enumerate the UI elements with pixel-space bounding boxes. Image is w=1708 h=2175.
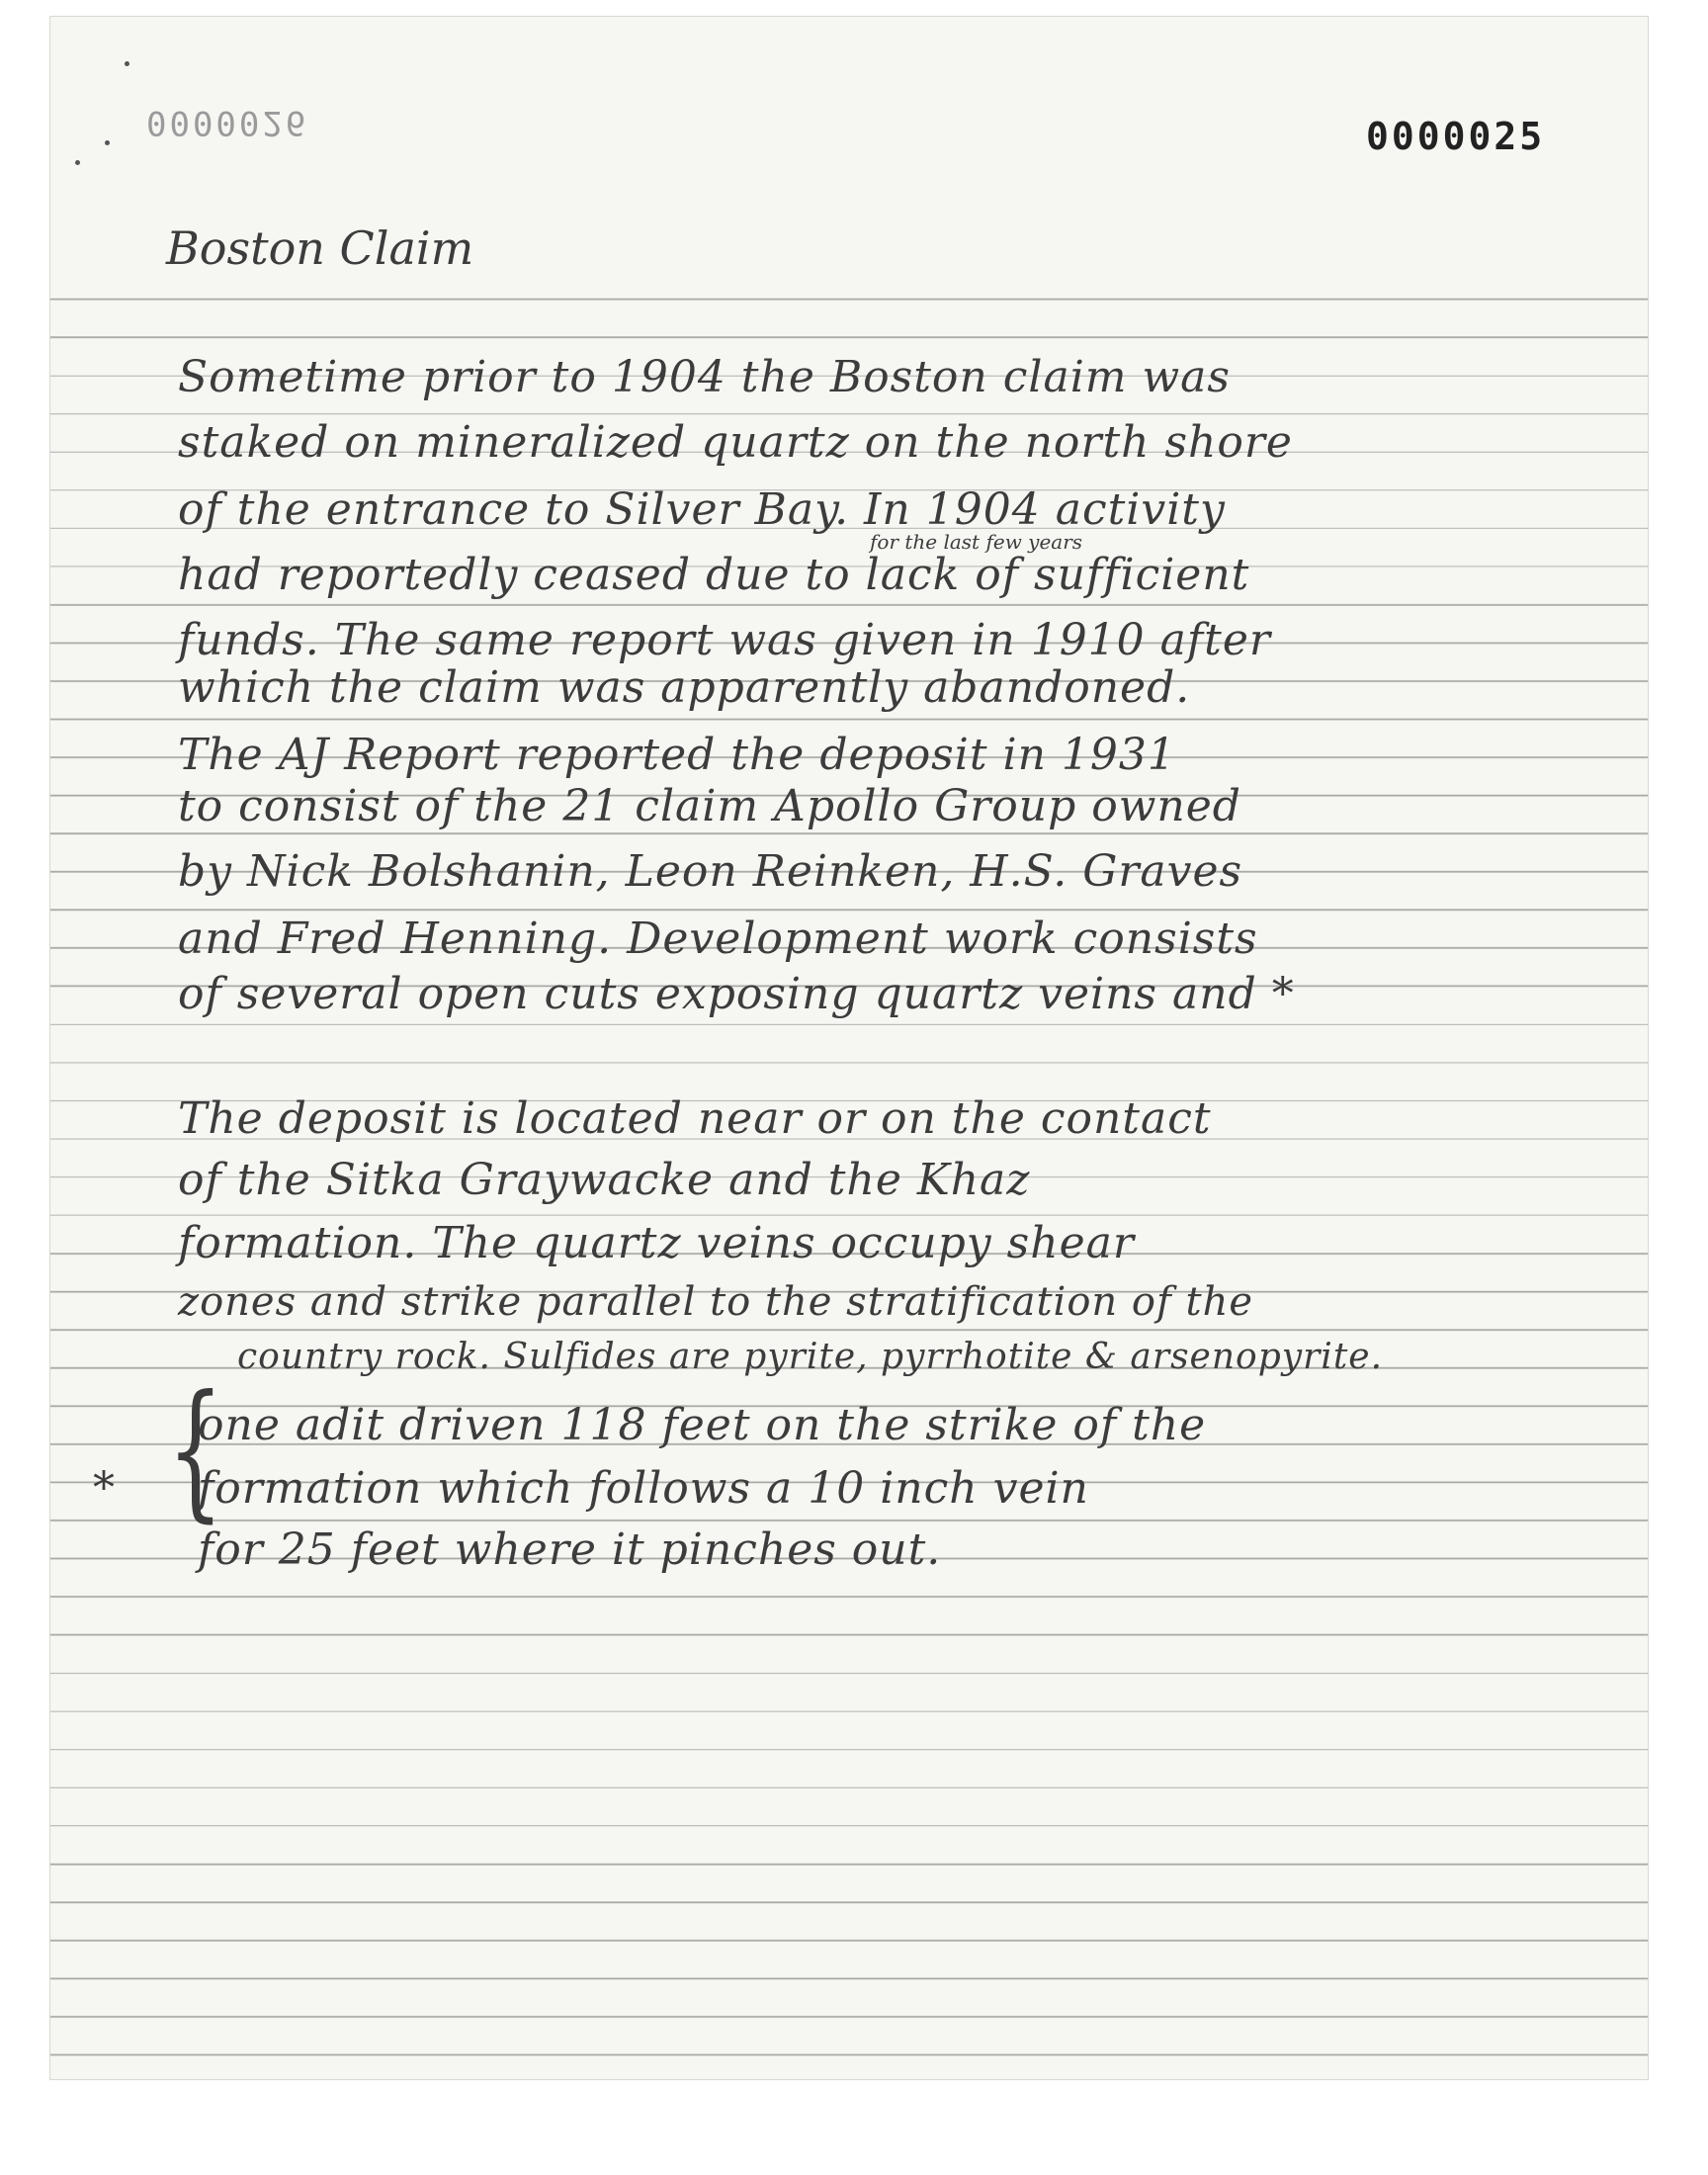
notebook-page: [49, 16, 1649, 2080]
text-line: staked on mineralized quartz on the north shore: [178, 417, 1293, 468]
text-line: The AJ Report reported the deposit in 1931: [178, 730, 1176, 780]
text-line: country rock. Sulfides are pyrite, pyrrhotite & arsenopyrite.: [237, 1337, 1384, 1377]
text-line: zones and strike parallel to the stratification of the: [178, 1279, 1254, 1325]
text-line: formation. The quartz veins occupy shear: [178, 1218, 1135, 1268]
text-line: The deposit is located near or on the contact: [178, 1093, 1212, 1144]
text-line: of several open cuts exposing quartz veins and *: [178, 969, 1295, 1019]
text-line: by Nick Bolshanin, Leon Reinken, H.S. Graves: [178, 846, 1243, 897]
text-line: which the claim was apparently abandoned.: [178, 662, 1191, 713]
text-line: of the Sitka Graywacke and the Khaz: [178, 1155, 1031, 1205]
text-line: funds. The same report was given in 1910 after: [178, 615, 1271, 665]
scan-margin: [0, 2086, 1708, 2175]
text-line: and Fred Henning. Development work consists: [178, 914, 1258, 964]
footnote-line: for 25 feet where it pinches out.: [198, 1524, 942, 1575]
footnote-marker: *: [93, 1463, 115, 1514]
scan-specks: [55, 59, 144, 168]
page-stamp-number: 0000025: [1366, 115, 1546, 158]
insertion-note: for the last few years: [870, 530, 1083, 554]
text-line: to consist of the 21 claim Apollo Group owned: [178, 781, 1241, 831]
mirrored-stamp-number: 0000026: [146, 103, 309, 142]
text-line: had reportedly ceased due to lack of sufficient: [178, 550, 1250, 600]
page-title: Boston Claim: [166, 221, 474, 275]
text-line: of the entrance to Silver Bay. In 1904 activity: [178, 484, 1226, 535]
footnote-line: formation which follows a 10 inch vein: [198, 1463, 1089, 1514]
footnote-brace: {: [167, 1364, 224, 1536]
footnote-line: one adit driven 118 feet on the strike of the: [198, 1400, 1207, 1450]
text-line: Sometime prior to 1904 the Boston claim was: [178, 352, 1231, 402]
